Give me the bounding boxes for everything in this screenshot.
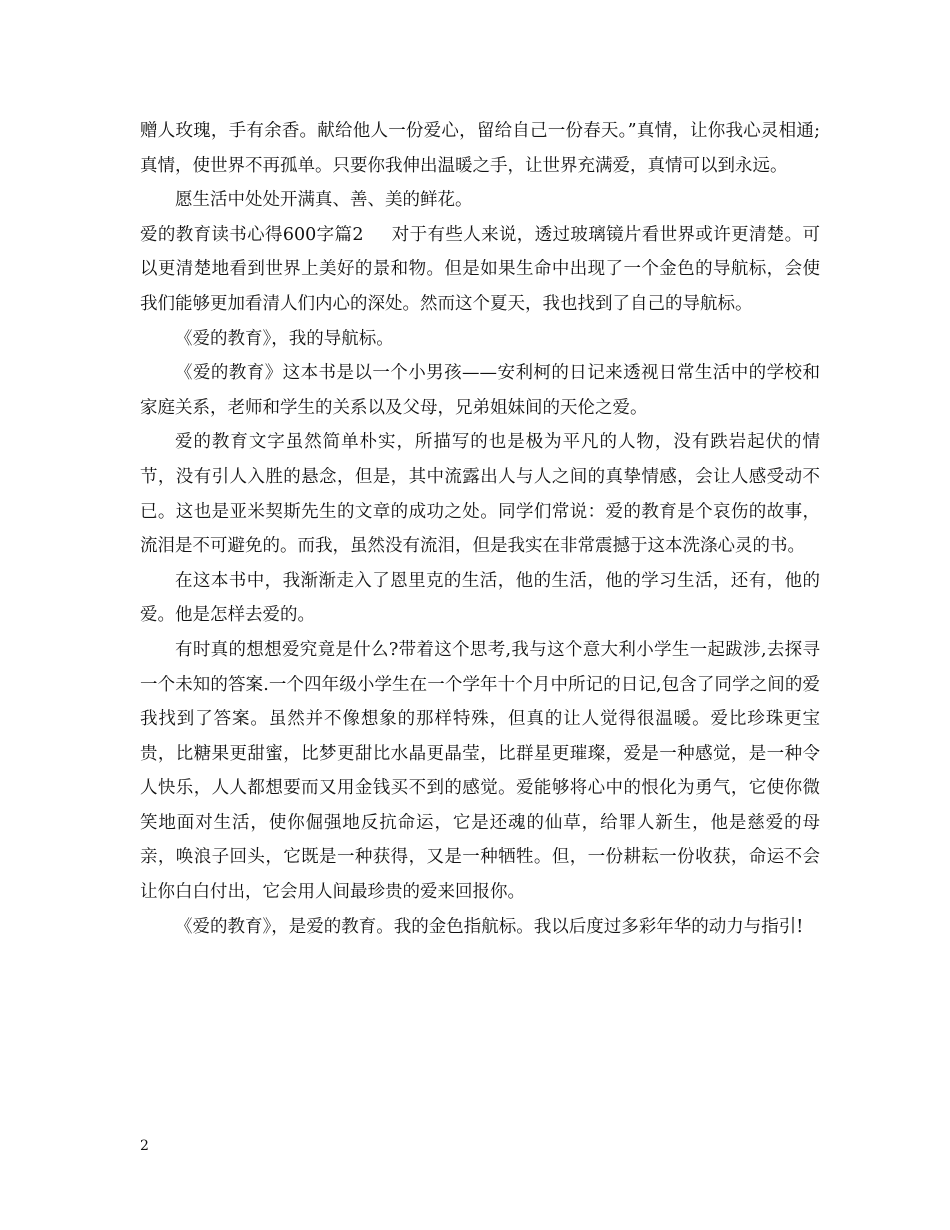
body-paragraph-3: 爱的教育文字虽然简单朴实，所描写的也是极为平凡的人物，没有跌岩起伏的情节，没有引人入胜的悬念，但是，其中流露出人与人之间的真挚情感，会让人感受动不已。这也是亚米契斯先生的文章的成功之处。同学们常说：爱的教育是个哀伤的故事，流泪是不可避免的。而我，虽然没有流泪，但是我实在非常震撼于这本洗涤心灵的书。 <box>140 432 820 557</box>
section-lead-text: 对于有些人来说，透过玻璃镜片看世界或许更清楚。可以更清楚地看到世界上美好的景和物。但是如果生命中出现了一个金色的导航标，会使我们能够更加看清人们内心的深处。然而这个夏天，我也找到了自己的导航标。 <box>140 224 820 314</box>
section-heading: 爱的教育读书心得600字篇2 <box>140 224 364 245</box>
document-body <box>140 114 820 944</box>
body-paragraph-2: 《爱的教育》这本书是以一个小男孩——安利柯的日记来透视日常生活中的学校和家庭关系，老师和学生的关系以及父母，兄弟姐妹间的天伦之爱。 <box>140 363 820 418</box>
body-paragraph-1: 《爱的教育》，我的导航标。 <box>175 328 394 349</box>
paragraph-2: 愿生活中处处开满真、善、美的鲜花。 <box>175 190 473 211</box>
paragraph-1: 赠人玫瑰，手有余香。献给他人一份爱心，留给自己一份春天。”真情，让你我心灵相通;真情，使世界不再孤单。只要你我伸出温暖之手，让世界充满爱，真情可以到永远。 <box>140 121 820 176</box>
section-paragraph <box>140 218 820 322</box>
page-number: 2 <box>140 1138 149 1154</box>
body-paragraph-5: 有时真的想想爱究竟是什么?带着这个思考,我与这个意大利小学生一起跋涉,去探寻一个未知的答案.一个四年级小学生在一个学年十个月中所记的日记,包含了同学之间的爱我找到了答案。虽然并不像想象的那样特殊，但真的让人觉得很温暖。爱比珍珠更宝贵，比糖果更甜蜜，比梦更甜比水晶更晶莹，比群星更璀璨，爱是一种感觉，是一种令人快乐，人人都想要而又用金钱买不到的感觉。爱能够将心中的恨化为勇气，它使你微笑地面对生活，使你倔强地反抗命运，它是还魂的仙草，给罪人新生，他是慈爱的母亲，唤浪子回头，它既是一种获得，又是一种牺牲。但，一份耕耘一份收获，命运不会让你白白付出，它会用人间最珍贵的爱来回报你。 <box>140 639 820 903</box>
body-paragraph-6: 《爱的教育》，是爱的教育。我的金色指航标。我以后度过多彩年华的动力与指引! <box>175 916 804 937</box>
body-paragraph-4: 在这本书中，我渐渐走入了恩里克的生活，他的生活，他的学习生活，还有，他的爱。他是怎样去爱的。 <box>140 570 820 626</box>
